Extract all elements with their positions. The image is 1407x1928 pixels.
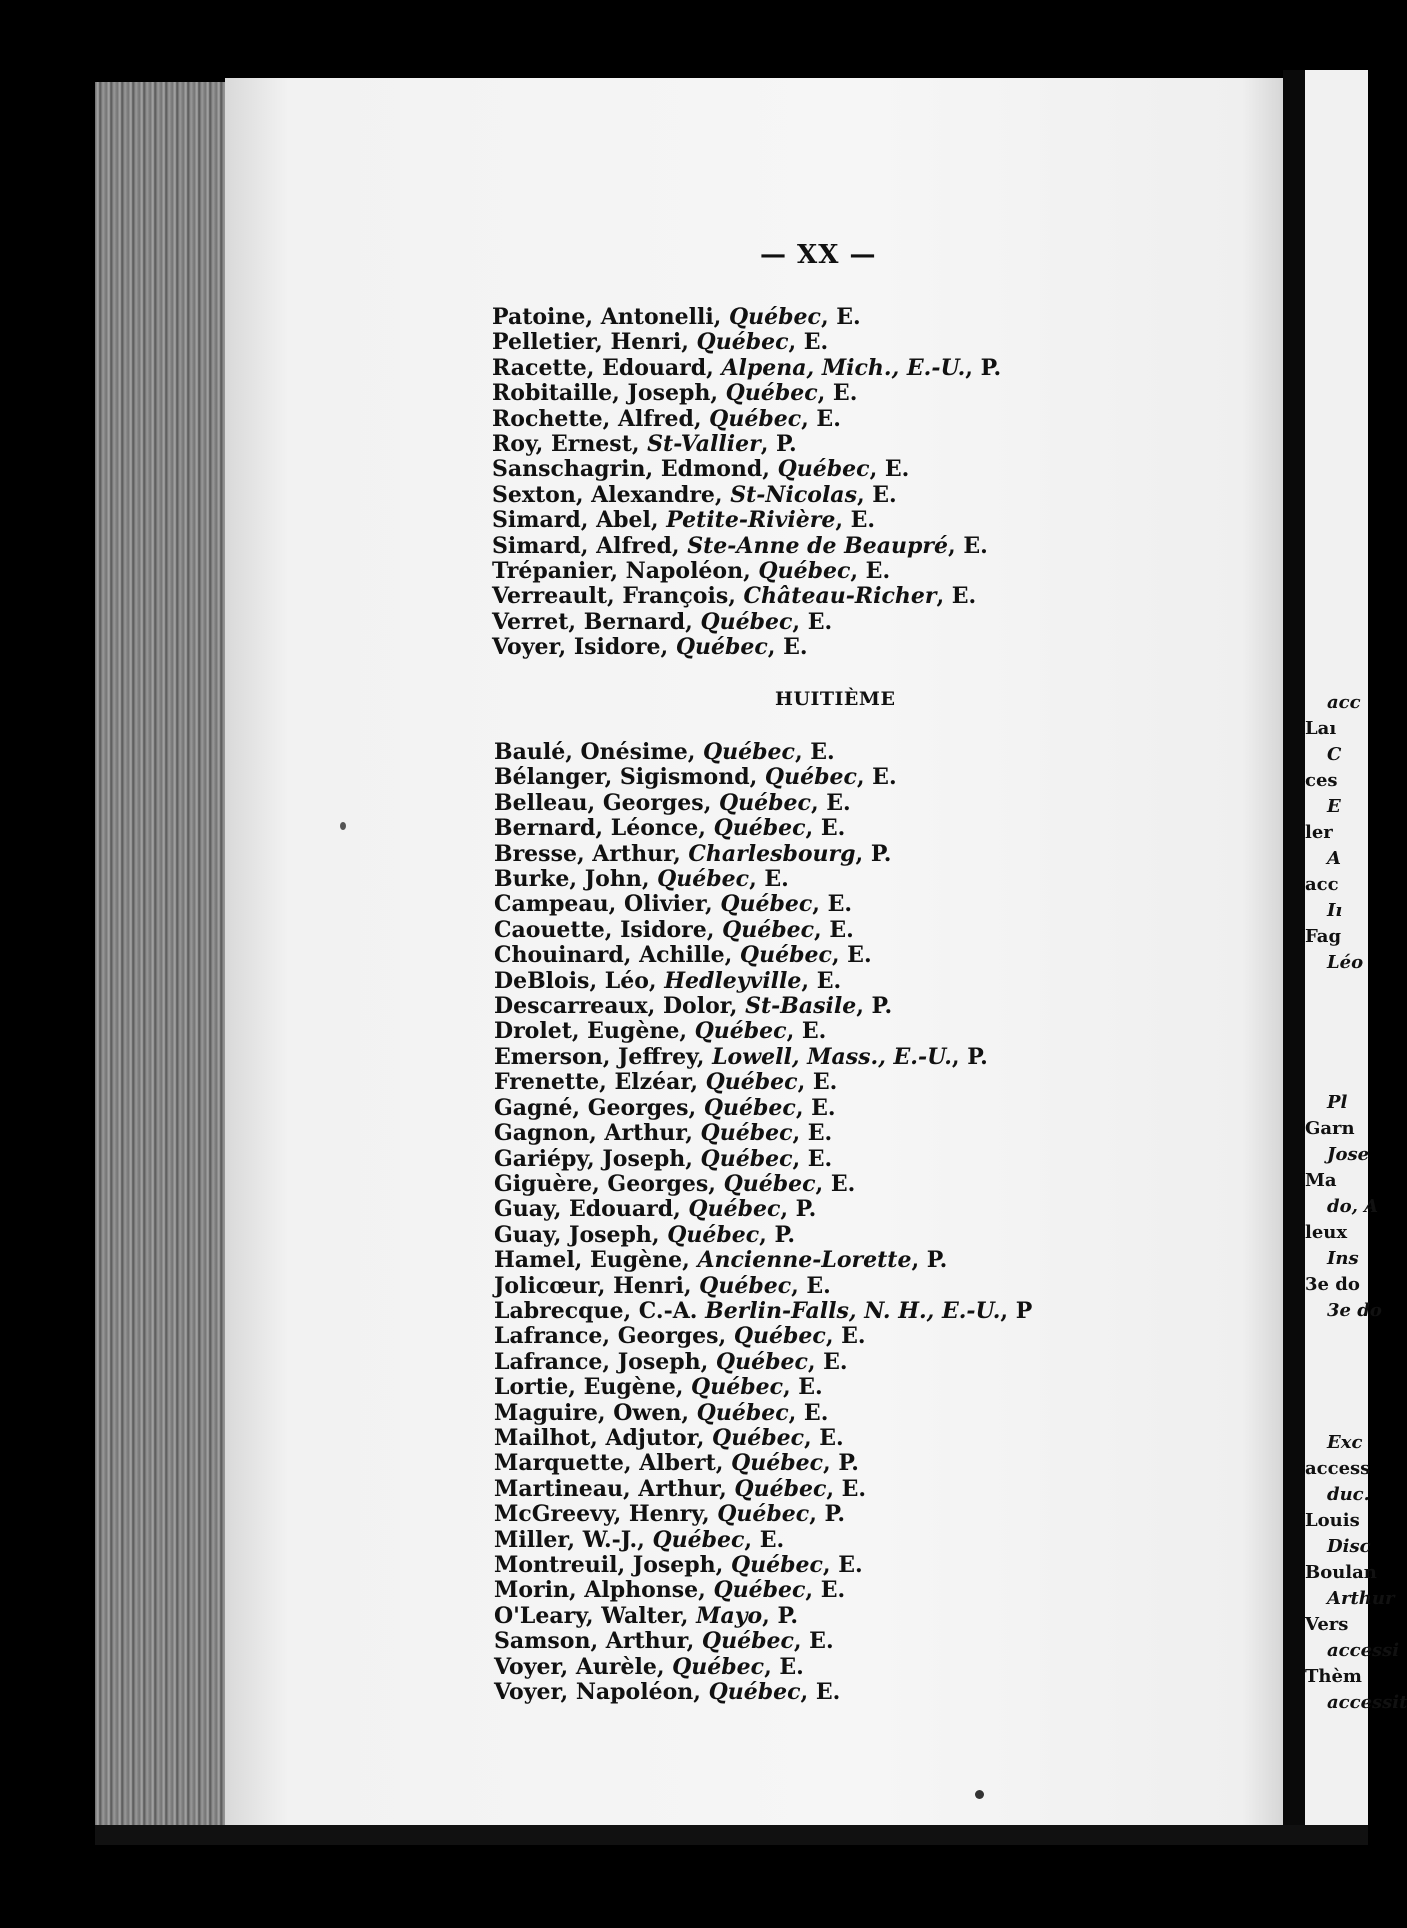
list-entry [494,1299,1032,1324]
entry-place: Québec [696,1399,789,1426]
list-entry [494,1655,1032,1680]
entry-status: , P. [965,354,1002,381]
facing-fragment: Disc [1327,1536,1371,1557]
list-entry [492,356,1001,381]
entry-name: Frenette, Elzéar, [494,1069,706,1096]
entry-status: , E. [786,1018,827,1045]
list-entry [494,1477,1032,1502]
entry-name: Bresse, Arthur, [494,840,689,867]
entry-status: , E. [936,583,977,610]
entry-name: Miller, W.-J., [494,1526,653,1553]
entry-status: , E. [856,764,897,791]
list-entry [494,842,1032,867]
entry-place: Québec [733,1323,826,1350]
list-entry [494,1451,1032,1476]
entry-place: St-Basile [745,993,857,1020]
entry-place: Québec [700,1145,793,1172]
list-entry [494,1629,1032,1654]
entry-status: , E. [856,481,897,508]
entry-name: Jolicœur, Henri, [494,1272,700,1299]
facing-page [1305,70,1407,1840]
entry-place: Québec [675,634,768,661]
entry-name: Mailhot, Adjutor, [494,1424,713,1451]
entry-status: , E. [782,1374,823,1401]
list-entry [494,918,1032,943]
list-entry [494,816,1032,841]
entry-status: , P. [759,1221,796,1248]
entry-name: Bélanger, Sigismond, [494,764,765,791]
entry-name: Guay, Joseph, [494,1221,668,1248]
entry-status: , E. [814,916,854,943]
entry-place: Québec [701,1628,794,1655]
entry-place: Québec [729,304,821,330]
entry-place: Québec [712,1424,804,1451]
entry-name: Trépanier, Napoléon, [492,558,759,585]
entry-status: , E. [788,1399,829,1426]
entry-name: Chouinard, Achille, [494,942,740,969]
entry-name: Voyer, Napoléon, [494,1679,709,1706]
entry-name: Morin, Alphonse, [494,1577,714,1604]
entry-place: Québec [709,405,802,432]
facing-fragment: Jose [1327,1144,1370,1165]
entry-status: , E. [792,608,833,635]
entry-status: , P. [762,1602,799,1629]
entry-status: , E. [744,1526,785,1553]
list-entry [492,534,1001,559]
facing-fragment: Ma [1305,1170,1337,1191]
entry-place: Charlesbourg [688,840,856,867]
entry-status: , E. [807,1348,848,1375]
entry-place: Québec [725,380,818,407]
entry-name: McGreevy, Henry, [494,1501,718,1528]
facing-fragment: ler [1305,822,1333,843]
entry-status: , E. [822,1552,863,1578]
entry-name: Lortie, Eugène, [494,1374,692,1401]
entry-name: Hamel, Eugène, [494,1247,698,1274]
entry-place: Québec [717,1501,810,1528]
entry-name: Emerson, Jeffrey, [494,1043,713,1070]
list-entry [494,994,1032,1019]
entry-place: Lowell, Mass., E.-U. [712,1043,952,1070]
facing-fragment: Léo [1327,952,1364,973]
facing-fragment: acc [1327,692,1361,713]
facing-fragment: 3e do [1327,1300,1382,1321]
list-entry [494,1274,1032,1299]
entry-place: Québec [719,789,811,816]
entry-place: Québec [777,456,870,483]
list-entry [494,1147,1032,1172]
facing-fragment: Thèm [1305,1666,1362,1687]
list-entry [494,1019,1032,1044]
entry-place: Québec [764,764,857,791]
entry-place: Alpena, Mich., E.-U. [721,354,966,381]
entry-place: Petite-Rivière [666,507,836,534]
list-entry [494,943,1032,968]
facing-fragment: Ins [1327,1248,1359,1269]
entry-name: Gariépy, Joseph, [494,1145,701,1172]
list-entry [492,584,1001,609]
entry-name: Baulé, Onésime, [494,739,704,765]
entry-status: , P. [760,431,797,458]
entry-place: Ste-Anne de Beaupré [687,532,948,559]
entry-status: , E. [850,558,891,585]
entry-place: Québec [722,916,815,943]
entry-name: Montreuil, Joseph, [494,1552,731,1578]
entry-place: Québec [652,1526,745,1553]
entry-place: Québec [720,891,813,918]
entry-name: Roy, Ernest, [492,431,648,458]
list-entry [494,1578,1032,1603]
entry-name: Guay, Edouard, [494,1196,689,1223]
entry-name: Patoine, Antonelli, [492,304,729,330]
entry-status: , E. [793,1628,834,1655]
list-entry [492,432,1001,457]
entry-status: , E. [805,815,846,842]
facing-fragment: Vers [1305,1614,1349,1635]
facing-fragment: Laı [1305,718,1337,739]
list-entry [492,457,1001,482]
entry-name: Martineau, Arthur, [494,1475,735,1502]
entry-status: , E. [791,1272,831,1299]
entry-status: , E. [805,1577,846,1604]
entry-place: Québec [705,1069,798,1096]
entry-name: Labrecque, C.-A. [494,1297,706,1324]
list-entry [494,1248,1032,1273]
list-entry [494,1553,1032,1578]
entry-status: , E. [825,1323,866,1350]
entry-place: Québec [730,1552,823,1578]
entry-place: Québec [703,739,795,765]
entry-place: Québec [703,1094,796,1121]
entry-name: Burke, John, [494,866,658,893]
entry-status: , E. [835,507,876,534]
list-entry [494,867,1032,892]
list-entry [492,483,1001,508]
facing-text-block-2 [1305,1090,1382,1324]
name-list-top [492,305,1001,661]
entry-status: , E. [810,789,851,816]
entry-name: Belleau, Georges, [494,789,720,816]
list-entry [494,1680,1032,1705]
entry-name: Campeau, Olivier, [494,891,721,918]
entry-status: , E. [792,1145,833,1172]
entry-status: , E. [812,891,853,918]
entry-status: , P. [911,1247,948,1274]
entry-name: Gagnon, Arthur, [494,1120,701,1147]
entry-status: , E. [767,634,808,661]
entry-name: Maguire, Owen, [494,1399,697,1426]
entry-place: Québec [699,1272,792,1299]
entry-name: Sexton, Alexandre, [492,481,731,508]
facing-fragment: Pl [1327,1092,1348,1113]
facing-fragment: Iı [1327,900,1343,921]
list-entry [494,1070,1032,1095]
facing-fragment: leux [1305,1222,1348,1243]
facing-fragment: C [1327,744,1342,765]
list-entry [494,1426,1032,1451]
facing-fragment: E [1327,796,1341,817]
entry-place: Québec [672,1653,765,1680]
list-entry [494,765,1032,790]
entry-place: St-Nicolas [730,481,857,508]
list-entry [494,1223,1032,1248]
facing-fragment: 3e do [1305,1274,1360,1295]
entry-status: , E. [794,739,835,765]
entry-name: O'Leary, Walter, [494,1602,697,1629]
entry-name: Verret, Bernard, [492,608,701,635]
entry-status: , E. [826,1475,867,1502]
list-entry [492,305,1001,330]
entry-place: Québec [731,1450,824,1477]
entry-status: , E. [801,967,842,994]
entry-name: Sanschagrin, Edmond, [492,456,778,483]
entry-name: DeBlois, Léo, [494,967,665,994]
list-entry [492,330,1001,355]
list-entry [494,1375,1032,1400]
entry-place: Québec [700,608,793,635]
facing-fragment: do, A [1327,1196,1379,1217]
entry-status: , E. [815,1170,856,1197]
entry-place: Québec [713,1577,806,1604]
list-entry [492,559,1001,584]
list-entry [494,1528,1032,1553]
facing-fragment: acc [1305,874,1339,895]
facing-text-block-1 [1305,690,1363,976]
list-entry [492,508,1001,533]
entry-place: Québec [758,558,851,585]
list-entry [494,1604,1032,1629]
list-entry [494,1197,1032,1222]
list-entry [492,610,1001,635]
entry-status: , E. [800,1679,841,1706]
facing-fragment: duc. [1327,1484,1370,1505]
entry-name: Giguère, Georges, [494,1170,724,1197]
facing-fragment: Arthur [1327,1588,1395,1609]
ink-speck [975,1790,984,1799]
ink-speck [340,822,346,830]
entry-status: , P. [951,1043,988,1070]
entry-name: Pelletier, Henri, [492,329,697,356]
facing-fragment: Louis [1305,1510,1360,1531]
entry-name: Gagné, Georges, [494,1094,704,1121]
entry-name: Samson, Arthur, [494,1628,702,1655]
entry-place: Mayo [696,1602,763,1629]
facing-fragment: access [1305,1458,1371,1479]
list-entry [492,407,1001,432]
page-number: — XX — [760,240,877,270]
entry-name: Voyer, Aurèle, [494,1653,673,1680]
bottom-shadow [95,1825,1368,1845]
list-entry [494,1096,1032,1121]
entry-place: Berlin-Falls, N. H., E.-U. [705,1297,1001,1324]
entry-name: Voyer, Isidore, [492,634,676,661]
entry-place: Québec [696,329,789,356]
list-entry [494,892,1032,917]
entry-place: Québec [715,1348,808,1375]
entry-name: Marquette, Albert, [494,1450,732,1477]
entry-place: Québec [694,1018,787,1045]
facing-fragment: ces [1305,770,1338,791]
entry-status: , E. [788,329,829,356]
entry-name: Lafrance, Joseph, [494,1348,716,1375]
list-entry [494,1045,1032,1070]
entry-name: Descarreaux, Dolor, [494,993,746,1020]
entry-place: Québec [700,1120,793,1147]
section-title: HUITIÈME [775,688,896,710]
entry-status: , E. [869,456,910,483]
entry-place: Québec [734,1475,827,1502]
entry-place: Québec [688,1196,781,1223]
entry-status: , E. [801,405,841,432]
entry-place: Québec [657,866,750,893]
entry-status: , E. [817,380,858,407]
list-entry [494,1172,1032,1197]
entry-name: Racette, Edouard, [492,354,722,381]
name-list-huitieme [494,740,1032,1705]
facing-fragment: A [1327,848,1341,869]
list-entry [494,1401,1032,1426]
list-entry [492,381,1001,406]
list-entry [494,1350,1032,1375]
facing-fragment: Boulan [1305,1562,1377,1583]
facing-fragment: Fag [1305,926,1342,947]
entry-place: St-Vallier [647,431,761,458]
entry-status: , P. [809,1501,846,1528]
entry-name: Caouette, Isidore, [494,916,723,943]
facing-fragment: accessit [1327,1692,1407,1713]
entry-status: , P. [823,1450,859,1477]
list-entry [494,740,1032,765]
entry-status: , E. [820,304,861,330]
list-entry [494,791,1032,816]
entry-status: , E. [797,1069,838,1096]
entry-status: , E. [831,942,872,969]
entry-place: Ancienne-Lorette [697,1247,912,1274]
entry-status: , P. [856,993,893,1020]
list-entry [494,1121,1032,1146]
entry-status: , E. [764,1653,804,1680]
entry-name: Rochette, Alfred, [492,405,710,432]
book-gutter [1283,70,1305,1840]
entry-place: Québec [667,1221,760,1248]
entry-name: Verreault, François, [492,583,744,610]
entry-status: , E. [795,1094,836,1121]
entry-status: , P. [780,1196,817,1223]
facing-text-block-3 [1305,1430,1407,1716]
entry-name: Lafrance, Georges, [494,1323,734,1350]
list-entry [494,1324,1032,1349]
entry-place: Québec [713,815,806,842]
list-entry [494,1502,1032,1527]
entry-name: Simard, Abel, [492,507,667,534]
entry-status: , P. [855,840,892,867]
entry-name: Drolet, Eugène, [494,1018,695,1045]
entry-status: , E. [792,1120,833,1147]
facing-fragment: Garn [1305,1118,1355,1139]
list-entry [492,635,1001,660]
entry-place: Québec [691,1374,783,1401]
entry-status: , E. [803,1424,844,1451]
entry-name: Simard, Alfred, [492,532,688,559]
entry-place: Château-Richer [743,583,937,610]
entry-status: , E. [749,866,789,893]
page-edge-stack [95,82,245,1830]
entry-status: , E. [948,532,988,559]
entry-place: Québec [723,1170,816,1197]
facing-fragment: accessi [1327,1640,1400,1661]
facing-fragment: Exc [1327,1432,1363,1453]
list-entry [494,969,1032,994]
entry-name: Robitaille, Joseph, [492,380,726,407]
entry-name: Bernard, Léonce, [494,815,714,842]
entry-place: Québec [739,942,832,969]
entry-place: Québec [708,1679,801,1706]
entry-status: , P [1000,1297,1033,1324]
entry-place: Hedleyville [664,967,802,994]
